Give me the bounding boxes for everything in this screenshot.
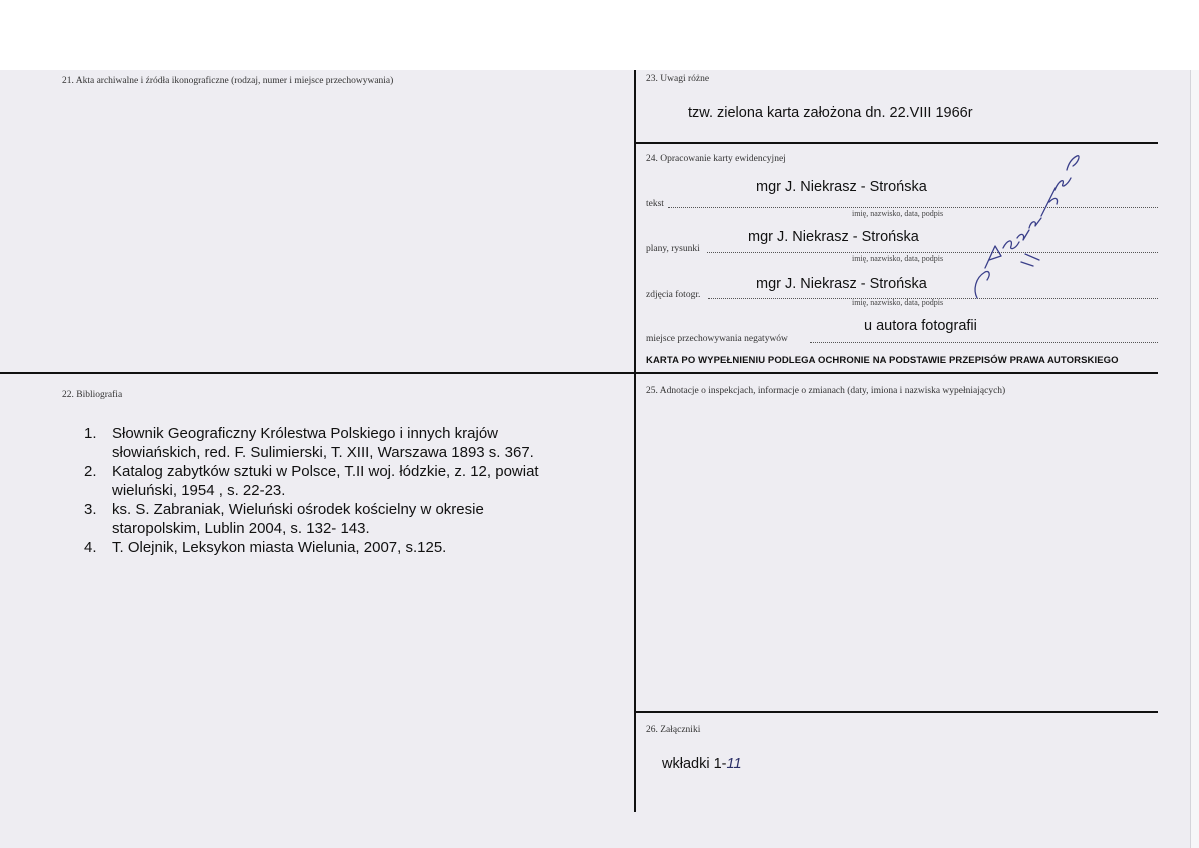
handwritten-signature bbox=[955, 150, 1085, 310]
section-23-value: tzw. zielona karta założona dn. 22.VIII 1966r bbox=[688, 105, 973, 121]
center-divider bbox=[634, 70, 636, 812]
bibliography-item-number: 1. bbox=[84, 425, 97, 442]
section-26-label: 26. Załączniki bbox=[646, 725, 701, 735]
divider-left-middle bbox=[0, 372, 634, 374]
section-22-label: 22. Bibliografia bbox=[62, 390, 123, 400]
row-tekst-caption: imię, nazwisko, data, podpis bbox=[852, 209, 944, 218]
section-24-label: 24. Opracowanie karty ewidencyjnej bbox=[646, 154, 786, 164]
section-26-value bbox=[662, 756, 742, 772]
bibliography-item bbox=[84, 500, 564, 538]
row-tekst-label: tekst bbox=[646, 199, 664, 209]
bibliography-item-text: ks. S. Zabraniak, Wieluński ośrodek kościelny w okresie staropolskim, Lublin 2004, s. 132- 143. bbox=[112, 501, 484, 537]
divider-right-24-25 bbox=[634, 372, 1158, 374]
divider-right-23-24 bbox=[634, 142, 1158, 144]
row-tekst-value: mgr J. Niekrasz - Strońska bbox=[756, 179, 927, 195]
negatives-value: u autora fotografii bbox=[864, 318, 977, 334]
attachments-typed-text: wkładki 1- bbox=[662, 756, 727, 772]
bibliography-item-text: Słownik Geograficzny Królestwa Polskiego i innych krajów słowiańskich, red. F. Sulimierski, T. XIII, Warszawa 1893 s. 367. bbox=[112, 425, 534, 461]
row-zdjecia-value: mgr J. Niekrasz - Strońska bbox=[756, 276, 927, 292]
bibliography-item-number: 4. bbox=[84, 539, 97, 556]
bibliography-item bbox=[84, 462, 564, 500]
row-zdjecia-label: zdjęcia fotogr. bbox=[646, 290, 701, 300]
bibliography-item-number: 3. bbox=[84, 501, 97, 518]
attachments-handwritten-number: 11 bbox=[726, 756, 742, 772]
bibliography-item bbox=[84, 424, 564, 462]
row-zdjecia-caption: imię, nazwisko, data, podpis bbox=[852, 298, 944, 307]
bibliography-item bbox=[84, 538, 564, 557]
bibliography-item-text: Katalog zabytków sztuki w Polsce, T.II woj. łódzkie, z. 12, powiat wieluński, 1954 , s. 22-23. bbox=[112, 463, 539, 499]
row-plany-value: mgr J. Niekrasz - Strońska bbox=[748, 229, 919, 245]
scan-top-margin bbox=[0, 0, 1199, 70]
negatives-line bbox=[810, 342, 1158, 343]
section-25-label: 25. Adnotacje o inspekcjach, informacje o zmianach (daty, imiona i nazwiska wypełniających) bbox=[646, 386, 1006, 396]
bibliography-list bbox=[84, 424, 564, 557]
sheet-right-edge bbox=[1190, 70, 1199, 848]
bibliography-item-text: T. Olejnik, Leksykon miasta Wielunia, 2007, s.125. bbox=[112, 539, 447, 556]
divider-right-25-26 bbox=[634, 711, 1158, 713]
row-plany-label: plany, rysunki bbox=[646, 244, 700, 254]
negatives-label: miejsce przechowywania negatywów bbox=[646, 334, 788, 344]
bibliography-item-number: 2. bbox=[84, 463, 97, 480]
copyright-notice: KARTA PO WYPEŁNIENIU PODLEGA OCHRONIE NA PODSTAWIE PRZEPISÓW PRAWA AUTORSKIEGO bbox=[646, 355, 1119, 366]
section-21-label: 21. Akta archiwalne i źródła ikonograficzne (rodzaj, numer i miejsce przechowywania) bbox=[62, 76, 394, 86]
row-plany-caption: imię, nazwisko, data, podpis bbox=[852, 254, 944, 263]
row-plany-line bbox=[707, 252, 1158, 253]
section-23-label: 23. Uwagi różne bbox=[646, 74, 710, 84]
